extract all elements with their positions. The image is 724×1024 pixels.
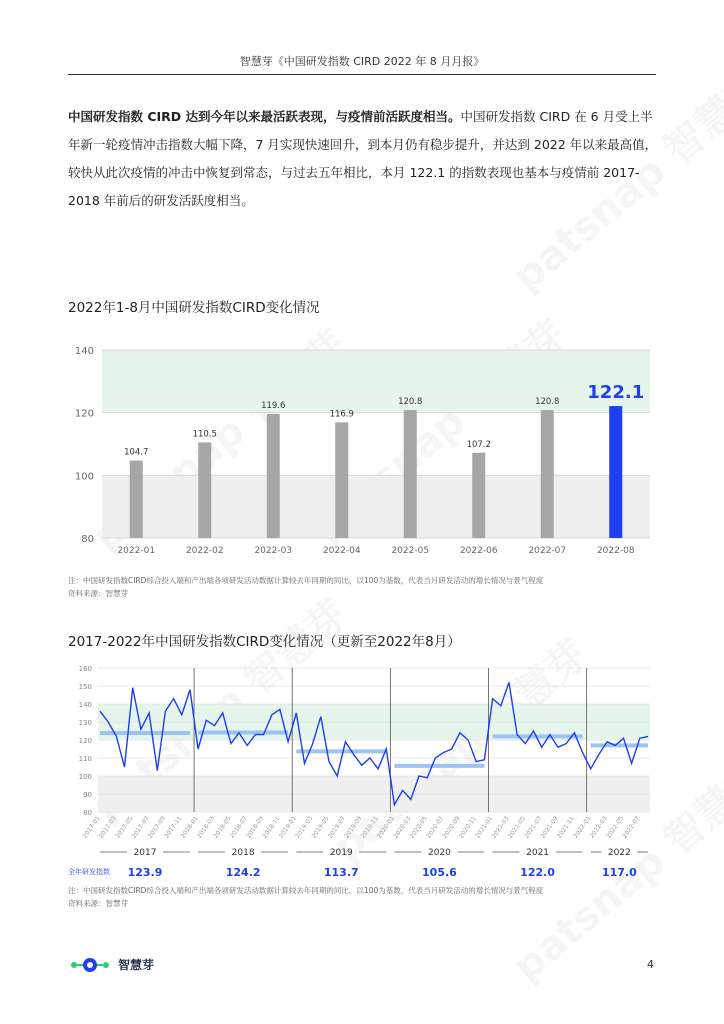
- y-tick-label: 150: [78, 683, 92, 691]
- band-green: [102, 350, 650, 413]
- year-label: 2018: [231, 848, 255, 858]
- x-tick-label: 2022-07: [621, 815, 642, 840]
- x-tick-label: 2017-09: [146, 815, 168, 840]
- x-tick-label: 2017-07: [130, 815, 151, 840]
- x-tick-label: 2018-09: [245, 815, 266, 840]
- x-tick-label: 2019-03: [294, 815, 315, 840]
- avg-row-label: 全年研发指数: [68, 868, 110, 876]
- x-tick-label: 2019-07: [326, 815, 348, 840]
- footer-brand: 智慧芽: [118, 958, 155, 972]
- patsnap-logo-icon: [70, 957, 110, 973]
- y-tick-label: 120: [78, 737, 92, 745]
- page-number: 4: [647, 958, 654, 971]
- x-tick-label: 2020-11: [457, 815, 478, 840]
- x-tick-label: 2021-05: [506, 815, 527, 840]
- chart2-source: 资料来源：智慧芽: [68, 899, 128, 908]
- x-tick-label: 2022-05: [391, 546, 430, 556]
- bar-value-label: 122.1: [587, 382, 645, 404]
- x-tick-label: 2018-05: [212, 815, 233, 840]
- year-label: 2020: [427, 848, 451, 858]
- x-tick-label: 2022-08: [596, 546, 635, 556]
- bar: [404, 410, 417, 538]
- bar: [541, 410, 554, 538]
- x-tick-label: 2017-05: [114, 815, 135, 840]
- chart1-title: 2022年1-8月中国研发指数CIRD变化情况: [68, 300, 320, 316]
- year-label: 2017: [133, 848, 157, 858]
- paragraph-lead: 中国研发指数 CIRD 达到今年以来最活跃表现，与疫情前活跃度相当。: [68, 109, 461, 124]
- bar-value-label: 104.7: [124, 447, 149, 458]
- y-tick-label: 120: [74, 408, 94, 420]
- x-tick-label: 2018-11: [261, 815, 282, 840]
- chart2-note-text: 注：中国研发指数CIRD综合投入端和产出端各项研发活动数据计算较去年同期的同比，以100为基数，代表当月研发活动的增长情况与景气程度: [68, 886, 544, 895]
- year-label: 2019: [329, 848, 353, 858]
- x-tick-label: 2020-01: [375, 815, 397, 840]
- chart1-source: 资料来源：智慧芽: [68, 589, 128, 598]
- x-tick-label: 2022-04: [322, 546, 361, 556]
- year-label: 2021: [526, 848, 550, 858]
- bar: [130, 461, 143, 538]
- year-average-value: 105.6: [422, 866, 457, 879]
- chart1-note: [68, 574, 543, 600]
- x-tick-label: 2020-05: [408, 815, 429, 840]
- y-tick-label: 80: [83, 809, 92, 817]
- x-tick-label: 2021-11: [555, 815, 577, 840]
- year-label: 2022: [607, 848, 631, 858]
- bar: [335, 422, 348, 538]
- x-tick-label: 2022-03: [254, 546, 293, 556]
- y-tick-label: 160: [78, 665, 92, 673]
- x-tick-label: 2022-03: [588, 815, 609, 840]
- x-tick-label: 2021-03: [490, 815, 511, 840]
- x-tick-label: 2019-05: [310, 815, 331, 840]
- x-tick-label: 2022-07: [528, 546, 567, 556]
- x-tick-label: 2022-05: [604, 815, 626, 840]
- x-tick-label: 2021-09: [539, 815, 560, 840]
- page-header: 智慧芽《中国研发指数 CIRD 2022 年 8 月月报》: [68, 54, 656, 75]
- bar-value-label: 120.8: [535, 397, 560, 408]
- x-tick-label: 2022-02: [185, 546, 224, 556]
- year-average-value: 117.0: [601, 866, 637, 879]
- bar-value-label: 119.6: [261, 400, 286, 411]
- x-tick-label: 2019-09: [343, 815, 364, 840]
- year-average-value: 113.7: [323, 866, 359, 879]
- chart2-note: [68, 884, 543, 910]
- x-tick-label: 2018-07: [228, 815, 249, 840]
- x-tick-label: 2019-01: [277, 815, 298, 840]
- y-tick-label: 140: [78, 701, 92, 709]
- bar-value-label: 107.2: [466, 439, 491, 450]
- y-tick-label: 110: [78, 755, 92, 763]
- year-average-value: 122.0: [520, 866, 555, 879]
- bar: [198, 442, 211, 538]
- x-tick-label: 2017-03: [97, 815, 119, 840]
- y-tick-label: 80: [81, 534, 94, 545]
- x-tick-label: 2020-09: [441, 815, 462, 840]
- bar: [472, 453, 485, 538]
- x-tick-label: 2021-07: [523, 815, 544, 840]
- chart1-note-text: 注：中国研发指数CIRD综合投入端和产出端各项研发活动数据计算较去年同期的同比，以100为基数，代表当月研发活动的增长情况与景气程度: [68, 576, 544, 585]
- x-tick-label: 2017-11: [163, 815, 184, 840]
- band-gray: [102, 475, 650, 538]
- x-tick-label: 2020-07: [425, 815, 446, 840]
- x-tick-label: 2018-03: [196, 815, 217, 840]
- y-tick-label: 90: [83, 791, 92, 799]
- x-tick-label: 2022-01: [572, 815, 593, 840]
- x-tick-label: 2021-01: [474, 815, 495, 840]
- x-tick-label: 2022-01: [117, 546, 156, 556]
- body-paragraph: [68, 103, 658, 215]
- y-tick-label: 100: [74, 471, 94, 483]
- year-average-value: 124.2: [225, 866, 261, 879]
- year-average-value: 123.9: [127, 866, 163, 879]
- bar-value-label: 120.8: [398, 397, 423, 408]
- bar: [267, 414, 280, 538]
- y-tick-label: 140: [74, 346, 94, 357]
- x-tick-label: 2020-03: [392, 815, 413, 840]
- x-tick-label: 2019-11: [359, 815, 380, 840]
- x-tick-label: 2022-06: [459, 546, 498, 556]
- y-tick-label: 100: [78, 773, 92, 781]
- y-tick-label: 130: [78, 719, 92, 727]
- bar-highlight: [609, 406, 622, 538]
- bar-value-label: 110.5: [192, 429, 217, 440]
- chart2-title: 2017-2022年中国研发指数CIRD变化情况（更新至2022年8月）: [68, 634, 461, 650]
- year-axis: [40, 842, 660, 882]
- footer-logo: [70, 956, 154, 973]
- bar-chart: [40, 335, 660, 575]
- bar-value-label: 116.9: [329, 409, 354, 420]
- x-tick-label: 2017-01: [81, 815, 102, 840]
- paragraph-text: 中国研发指数 CIRD 在 6 月受上半年新一轮疫情冲击指数大幅下降，7 月实现快速回升，到本月仍有稳步提升，并达到 2022 年以来最高值，较快从此次疫情的冲击中恢复到常态，与过去五年相比，本月 122.1 的指数表现也基本与疫情前 2017-2018 年前后的研发活跃度相当。: [68, 109, 658, 208]
- x-tick-label: 2018-01: [179, 815, 200, 840]
- line-chart: [40, 660, 660, 870]
